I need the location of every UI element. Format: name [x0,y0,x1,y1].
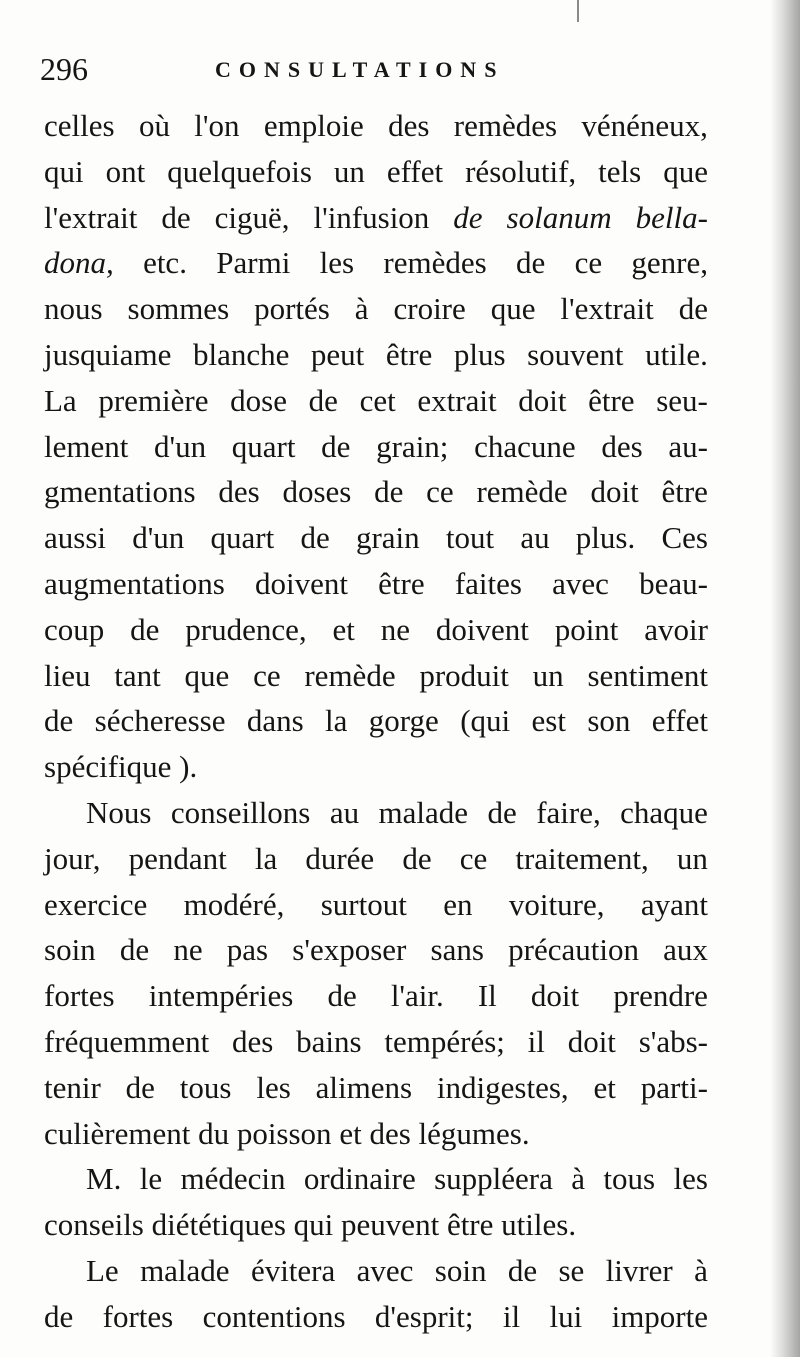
word: d'esprit; [374,1298,474,1334]
word: etc. [143,245,187,281]
word: au [329,794,360,830]
word: l'infusion [313,199,430,235]
word: à [694,1252,708,1288]
word: peuvent [341,1207,440,1243]
word: que [663,153,708,189]
word: portés [254,291,330,327]
word: doses [282,474,352,510]
word: être [588,382,635,418]
word: les [673,1161,708,1197]
word: suppléera [434,1161,553,1197]
text-line [44,607,708,653]
word: doit [518,382,567,418]
word: ce [459,840,488,876]
word: gmentations [44,474,196,510]
word: de [487,794,517,830]
word: d'un [132,520,185,556]
word: sans [430,932,484,968]
word: vénéneux, [581,108,708,143]
word: malade [140,1252,230,1288]
word: la [254,840,278,876]
word: chaque [620,794,708,830]
text-line [44,149,708,195]
word: résolutif, [465,153,577,189]
word: fortes [102,1298,174,1334]
word: ont [105,153,146,189]
word: de [44,1298,74,1334]
word: soin [44,932,96,968]
word: pas [226,932,269,968]
word: s'abs- [638,1023,708,1059]
word: en [443,886,473,922]
word: dose [230,382,287,418]
word: emploie [263,108,364,143]
word: d'un [154,428,207,464]
word: être [385,336,433,372]
word: doivent [435,611,529,647]
word: exercice [44,886,148,922]
word: utiles. [501,1207,577,1243]
word: remèdes [383,245,487,281]
word: ayant [640,886,708,922]
word: spécifique [44,749,172,785]
word: alimens [315,1069,413,1105]
word: remèdes [453,108,558,143]
word: livrer [605,1252,673,1288]
word: fortes [44,978,115,1014]
word: jusquiame [44,336,172,372]
word: (qui [460,703,511,739]
word: première [98,382,209,418]
word: lui [549,1298,583,1334]
word: chacune [474,428,576,464]
word: l'on [194,108,240,143]
text-line [44,1202,708,1248]
word: gorge [368,703,439,739]
word: croire [393,291,466,327]
word: un [333,153,365,189]
word: au [520,520,550,556]
word: de [161,199,191,235]
word: médecin [180,1161,286,1197]
word: de [308,382,338,418]
word: des [369,1115,411,1151]
word: se [558,1252,585,1288]
word: dans [246,703,304,739]
word: plus. [575,520,636,556]
word: conseils [44,1207,144,1243]
text-line [44,515,708,561]
word: les [319,245,355,281]
word: culièrement [44,1115,191,1151]
word: Nous [86,794,152,830]
word: avoir [644,611,708,647]
text-line [44,973,708,1019]
word: M. [86,1161,122,1197]
word: faire, [536,794,601,830]
word: lement [44,428,129,464]
word: surtout [320,886,407,922]
page-number: 296 [40,51,88,87]
word: solanum [506,199,612,235]
text-line [44,469,708,515]
text-line [44,378,708,424]
word: Parmi [216,245,291,281]
word: beau- [639,565,708,601]
text-line [44,1294,708,1340]
word: avec [552,565,609,601]
word: diététiques [151,1207,286,1243]
word: doit [567,1023,616,1059]
word: être [446,1207,494,1243]
word: et [593,1069,616,1105]
word: durée [305,840,375,876]
word: cet [359,382,396,418]
word: jour, [44,840,101,876]
word: doit [590,474,639,510]
word: de [321,428,351,464]
word: des [601,428,643,464]
word: de [507,1252,538,1288]
word: un [532,657,564,693]
word: des [232,1023,274,1059]
word: point [554,611,619,647]
word: doit [530,978,580,1014]
word: tels [598,153,642,189]
word: être [378,565,425,601]
word: l'air. [390,978,444,1014]
word: de [44,703,74,739]
word: avec [356,1252,414,1288]
word: ce [426,474,454,510]
word: souvent [527,336,624,372]
running-head: CONSULTATIONS [215,57,505,82]
word: aussi [44,520,106,556]
word: produit [419,657,509,693]
word: soin [434,1252,487,1288]
page-edge-shadow [770,0,800,1357]
word: quart [210,520,275,556]
word: parti- [640,1069,708,1105]
text-line [44,653,708,699]
word: au- [668,428,708,464]
word: qui [44,153,84,189]
word: un [676,840,708,876]
word: indigestes, [436,1069,569,1105]
word: quart [231,428,296,464]
word: sommes [127,291,230,327]
text-line [44,561,708,607]
word: Ces [661,520,708,556]
word: tous [179,1069,232,1105]
word: augmentations [44,565,225,601]
text-line [44,240,708,286]
text-line [44,1248,708,1294]
word: de [402,840,432,876]
word: qui [293,1207,334,1243]
word: modéré, [183,886,285,922]
text-line [44,1156,708,1202]
word: tout [445,520,495,556]
word: s'exposer [292,932,407,968]
page-header [0,46,800,92]
word: Le [86,1252,119,1288]
text-line [44,790,708,836]
word: des [218,474,260,510]
word: blanche [192,336,290,372]
text-line [44,698,708,744]
word: poisson [236,1115,332,1151]
word: nous [44,291,103,327]
word: Il [477,978,497,1014]
word: dona, [44,245,114,281]
word: remède [476,474,568,510]
word: à [354,291,369,327]
word: évitera [250,1252,336,1288]
word: l'extrait [44,199,138,235]
word: tempérés; [384,1023,505,1059]
word: ce [253,657,281,693]
word: il [527,1023,545,1059]
word: utile. [645,336,708,372]
word: de [453,199,483,235]
text-line [44,1065,708,1111]
word: précaution [508,932,639,968]
word: aux [663,932,708,968]
word: doivent [254,565,348,601]
word: ce [574,245,603,281]
word: les [256,1069,291,1105]
word: prudence, [185,611,307,647]
word: que [490,291,536,327]
word: La [44,382,77,418]
word: des [388,108,430,143]
word: de [515,245,546,281]
word: effet [386,153,444,189]
word: quelquefois [167,153,312,189]
text-line [44,195,708,241]
text-line [44,927,708,973]
word: genre, [631,245,708,281]
scan-mark [577,0,579,22]
word: du [198,1115,230,1151]
text-line [44,424,708,470]
word: ordinaire [303,1161,416,1197]
word: lieu [44,657,91,693]
word: pendant [128,840,227,876]
text-line [44,882,708,928]
word: où [138,108,170,143]
word: légumes. [418,1115,530,1151]
word: extrait [417,382,497,418]
word: ne [380,611,410,647]
word: et [332,611,355,647]
word: intempéries [148,978,294,1014]
word: celles [44,108,115,143]
word: de [327,978,357,1014]
word: ne [173,932,203,968]
word: tenir [44,1069,101,1105]
word: à [571,1161,586,1197]
word: son [587,703,631,739]
word: est [531,703,566,739]
word: grain [355,520,420,556]
text-line [44,1019,708,1065]
word: coup [44,611,105,647]
text-line [44,836,708,882]
word: faites [454,565,522,601]
word: être [661,474,708,510]
word: sécheresse [94,703,226,739]
word: le [139,1161,163,1197]
word: sentiment [587,657,708,693]
word: bains [296,1023,362,1059]
word: prendre [613,978,708,1014]
word: plus [453,336,506,372]
word: traitement, [515,840,649,876]
word: de [300,520,330,556]
word: et [339,1115,362,1151]
word: l'extrait [560,291,654,327]
word: de [119,932,150,968]
word: fréquemment [44,1023,210,1059]
word: ciguë, [214,199,290,235]
word: seu- [656,382,708,418]
text-line [44,103,708,149]
word: tant [114,657,161,693]
word: conseillons [170,794,311,830]
word: importe [611,1298,708,1334]
word: voiture, [508,886,605,922]
word: peut [310,336,365,372]
word: de [125,1069,155,1105]
text-line [44,332,708,378]
word: grain; [376,428,449,464]
word: de [130,611,160,647]
word: la [325,703,348,739]
word: malade [378,794,469,830]
word: bella- [635,199,708,235]
word: tous [603,1161,656,1197]
word: ). [179,749,198,785]
text-line [44,744,708,790]
word: remède [304,657,396,693]
word: il [502,1298,521,1334]
word: de [678,291,708,327]
word: contentions [202,1298,346,1334]
text-line [44,286,708,332]
word: de [374,474,404,510]
text-line [44,1111,708,1157]
body-text [44,103,708,1340]
word: effet [651,703,708,739]
word: que [184,657,230,693]
